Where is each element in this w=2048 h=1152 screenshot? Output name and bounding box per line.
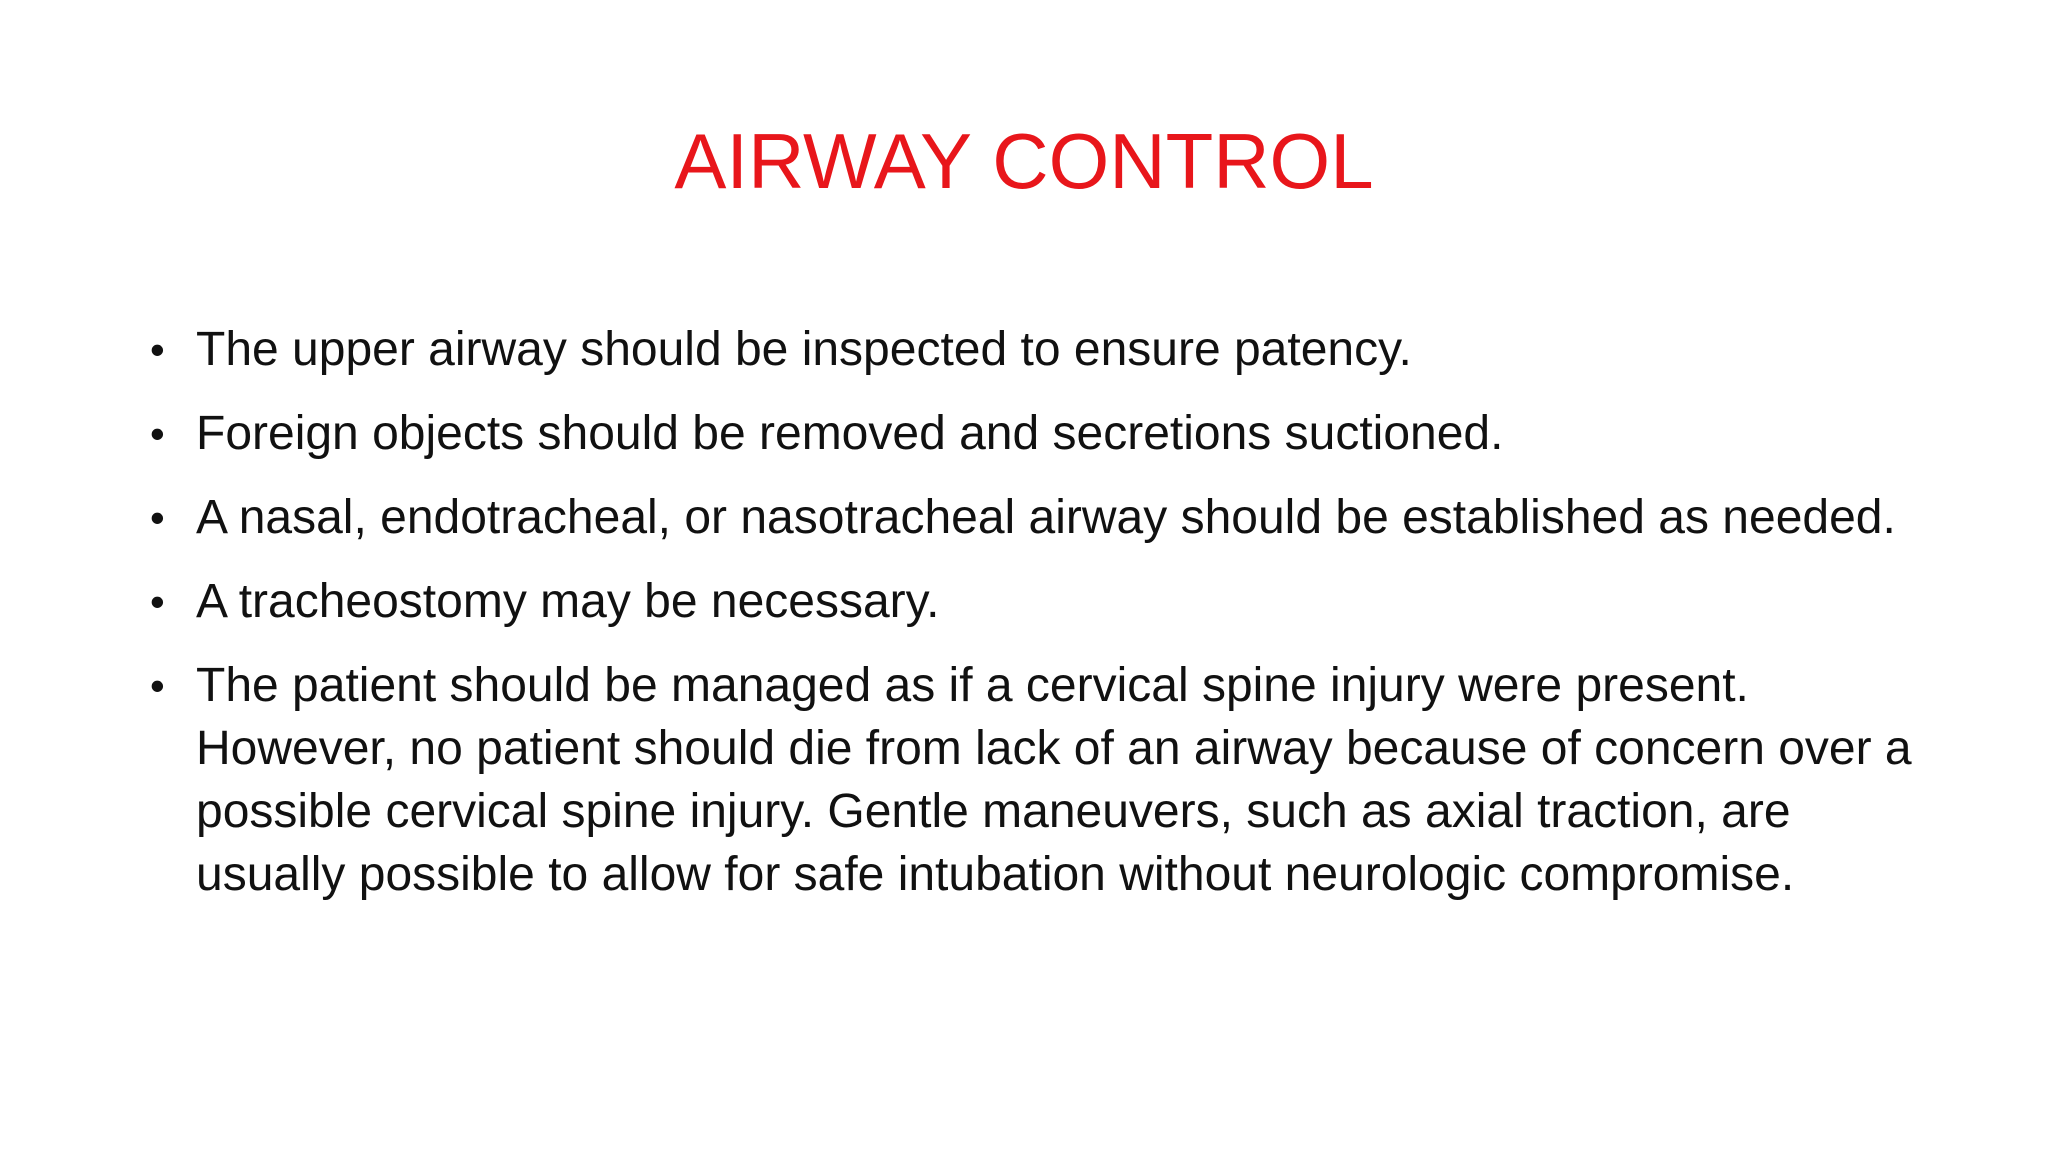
bullet-text: The upper airway should be inspected to ensure patency. xyxy=(196,323,1412,376)
bullet-item xyxy=(150,318,1930,381)
slide-title: AIRWAY CONTROL xyxy=(674,117,1374,205)
bullet-icon: • xyxy=(150,410,165,457)
bullet-text: A tracheostomy may be necessary. xyxy=(196,575,940,628)
bullet-icon: • xyxy=(150,494,165,541)
bullet-icon: • xyxy=(150,326,165,373)
bullet-item xyxy=(150,654,1930,906)
bullet-item xyxy=(150,486,1930,549)
bullet-text: The patient should be managed as if a cervical spine injury were present. However, no patient should die from lack of an airway because of concern over a possible cervical spine injury. Gentle maneuvers, such as axial traction, are usually possible to allow for safe intubation without neurologic compromise. xyxy=(196,659,1912,901)
bullet-text: Foreign objects should be removed and secretions suctioned. xyxy=(196,407,1504,460)
bullet-list xyxy=(150,318,1930,927)
bullet-icon: • xyxy=(150,578,165,625)
bullet-item xyxy=(150,402,1930,465)
bullet-text: A nasal, endotracheal, or nasotracheal airway should be established as needed. xyxy=(196,491,1896,544)
bullet-icon: • xyxy=(150,662,165,709)
bullet-item xyxy=(150,570,1930,633)
